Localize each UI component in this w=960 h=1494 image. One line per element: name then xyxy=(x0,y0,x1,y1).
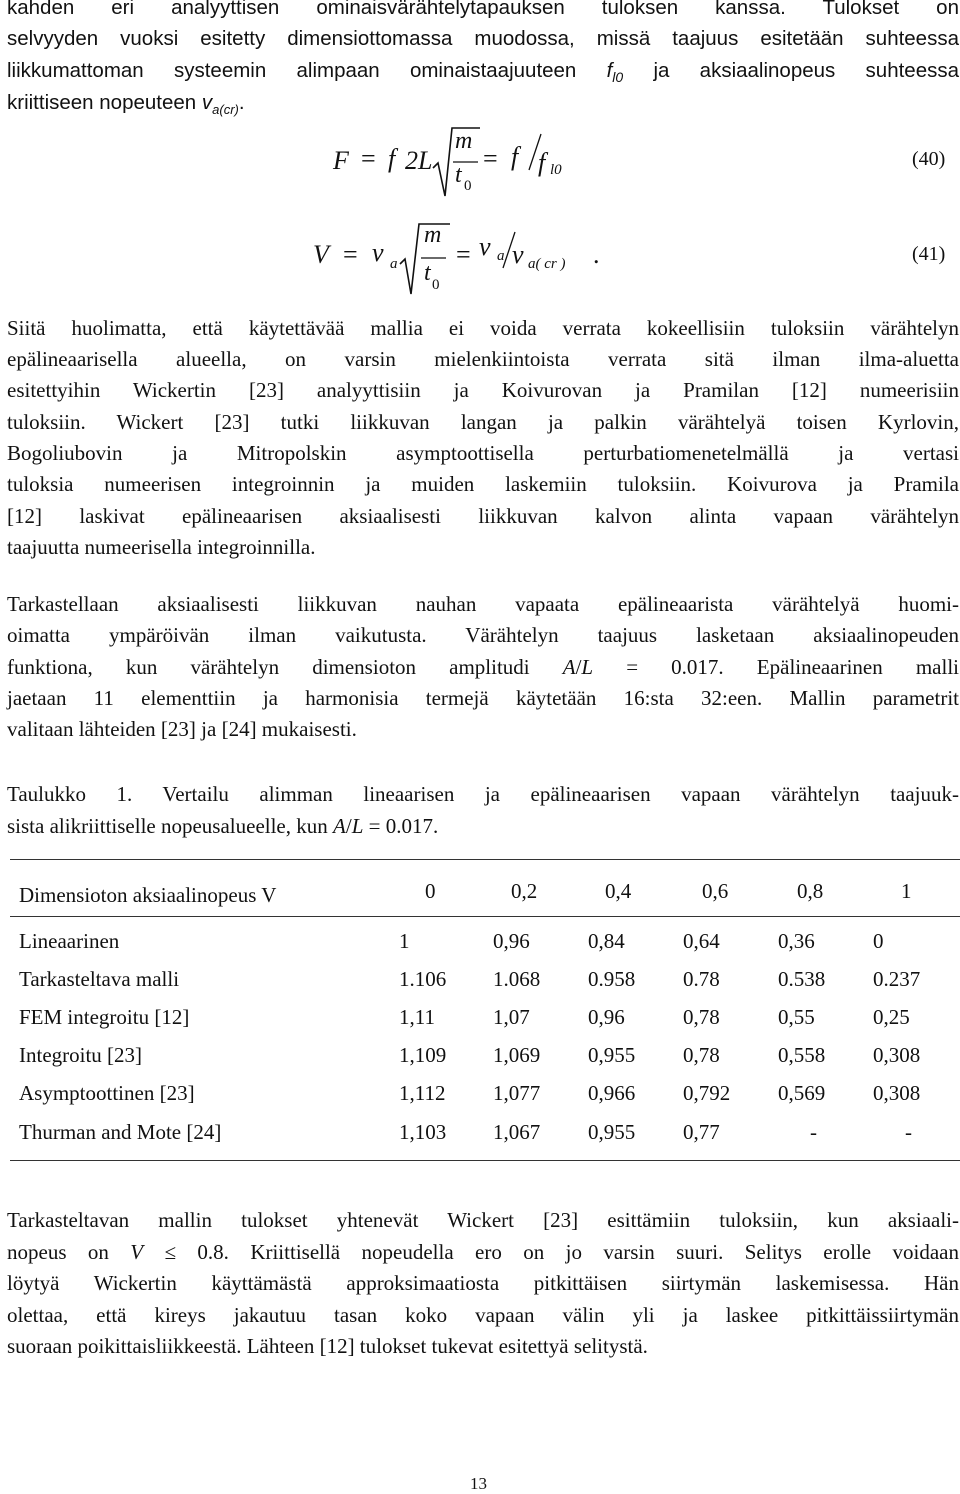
para1-line-7: [12] laskivat epälineaarisen aksiaalisesti liikkuvan kalvon alinta vapaan värähtelyn xyxy=(7,504,959,528)
intro-line-3: liikkumattoman systeemin alimpaan ominaistaajuuteen $f_{l0}$ ja aksiaalinopeus suhteessa xyxy=(7,59,959,86)
table-caption-line-2: sista alikriittiselle nopeusalueelle, kun A/L = 0.017. xyxy=(7,814,439,838)
table-cell: 0,77 xyxy=(683,1120,720,1144)
equation-41-radical xyxy=(0,0,960,300)
para1-line-5: Bogoliubovin ja Mitropolskin asymptoottisella perturbatiomenetelmällä ja vertasi xyxy=(7,441,959,465)
table-row-label: Thurman and Mote [24] xyxy=(19,1120,222,1144)
table-bottom-rule xyxy=(10,1160,960,1161)
table-header-cell: 0,6 xyxy=(702,879,729,903)
intro-line-4: kriittiseen nopeuteen $v_{a(cr)}$. xyxy=(7,91,245,118)
para2-line-2: oimatta ympäröivän ilman vaikutusta. Värähtelyn taajuus lasketaan aksiaalinopeuden xyxy=(7,623,959,647)
table-cell: 0.78 xyxy=(683,967,720,991)
table-header-cell: 0 xyxy=(425,879,436,903)
table-cell: 1,069 xyxy=(493,1043,541,1067)
para2-line-4: jaetaan 11 elementtiin ja harmonisia termejä käytetään 16:sta 32:een. Mallin parametrit xyxy=(7,686,959,710)
para2-line-1: Tarkastellaan aksiaalisesti liikkuvan nauhan vapaata epälineaarista värähtelyä huomi- xyxy=(7,592,959,616)
para2-line-5: valitaan lähteiden [23] ja [24] mukaisesti. xyxy=(7,717,357,741)
table-row-label: Asymptoottinen [23] xyxy=(19,1081,195,1105)
table-header-cell: 0,8 xyxy=(797,879,824,903)
para3-line-2: nopeus on V ≤ 0.8. Kriittisellä nopeudella ero on jo varsin suuri. Selitys erolle voidaan xyxy=(7,1240,959,1264)
para1-line-4: tuloksiin. Wickert [23] tutki liikkuvan langan ja palkin värähtelyä toisen Kyrlovin, xyxy=(7,410,959,434)
table-caption-line-1: Taulukko 1. Vertailu alimman lineaarisen ja epälineaarisen vapaan värähtelyn taajuuk- xyxy=(7,782,959,806)
table-cell: 0,25 xyxy=(873,1005,910,1029)
table-header-cell: 0,2 xyxy=(511,879,538,903)
page-number: 13 xyxy=(470,1474,487,1493)
table-cell: 0.538 xyxy=(778,967,826,991)
table-cell: 0,78 xyxy=(683,1043,720,1067)
table-cell: 0,78 xyxy=(683,1005,720,1029)
table-cell: 1,103 xyxy=(399,1120,447,1144)
table-cell: 0.958 xyxy=(588,967,636,991)
table-cell: 1,067 xyxy=(493,1120,541,1144)
equation-41-number: (41) xyxy=(912,243,946,265)
para3-line-4: olettaa, että kireys jakautuu tasan koko vapaan välin yli ja laskee pitkittäissiirtymän xyxy=(7,1303,959,1327)
table-cell: 0,308 xyxy=(873,1081,921,1105)
intro-line-1: kahden eri analyyttisen ominaisvärähtelytapauksen tuloksen kanssa. Tulokset on xyxy=(7,0,959,19)
table-cell: 1,07 xyxy=(493,1005,530,1029)
table-cell: 0,96 xyxy=(493,929,530,953)
table-cell: 0,96 xyxy=(588,1005,625,1029)
table-cell: 1,077 xyxy=(493,1081,541,1105)
table-cell: - xyxy=(905,1120,912,1144)
table-cell: 1,112 xyxy=(399,1081,446,1105)
table-cell: 0,792 xyxy=(683,1081,731,1105)
table-header-cell: 1 xyxy=(901,879,912,903)
table-row-label: FEM integroitu [12] xyxy=(19,1005,190,1029)
table-row-label: Lineaarinen xyxy=(19,929,120,953)
table-cell: 1,109 xyxy=(399,1043,447,1067)
table-cell: - xyxy=(810,1120,817,1144)
table-cell: 0,955 xyxy=(588,1043,636,1067)
table-cell: 0,569 xyxy=(778,1081,826,1105)
table-cell: 1.068 xyxy=(493,967,541,991)
table-header-label: Dimensioton aksiaalinopeus V xyxy=(19,883,277,907)
para1-line-8: taajuutta numeerisella integroinnilla. xyxy=(7,535,316,559)
intro-line-2: selvyyden vuoksi esitetty dimensiottomassa muodossa, missä taajuus esitetään suhteessa xyxy=(7,27,959,50)
table-cell: 0 xyxy=(873,929,884,953)
para3-line-3: löytyä Wickertin käyttämästä approksimaatiosta pitkittäisen siirtymän laskemisessa. Hän xyxy=(7,1271,959,1295)
table-cell: 1.106 xyxy=(399,967,447,991)
table-cell: 0,966 xyxy=(588,1081,636,1105)
para3-line-5: suoraan poikittaisliikkeestä. Lähteen [12] tulokset tukevat esitettyä selitystä. xyxy=(7,1334,648,1358)
table-row-label: Tarkasteltava malli xyxy=(19,967,180,991)
table-top-rule xyxy=(10,859,960,860)
table-cell: 0,55 xyxy=(778,1005,815,1029)
para1-line-6: tuloksia numeerisen integroinnin ja muiden laskemiin tuloksiin. Koivurova ja Pramila xyxy=(7,472,959,496)
table-header-rule xyxy=(10,916,960,917)
table-header-cell: 0,4 xyxy=(605,879,632,903)
table-cell: 0,558 xyxy=(778,1043,826,1067)
para2-line-3: funktiona, kun värähtelyn dimensioton amplitudi A/L = 0.017. Epälineaarinen malli xyxy=(7,655,959,679)
table-cell: 0,955 xyxy=(588,1120,636,1144)
para1-line-1: Siitä huolimatta, että käytettävää mallia ei voida verrata kokeellisiin tuloksiin värähtelyn xyxy=(7,316,959,340)
equation-40-number: (40) xyxy=(912,148,946,170)
table-row-label: Integroitu [23] xyxy=(19,1043,143,1067)
para1-line-3: esitettyihin Wickertin [23] analyyttisiin ja Koivurovan ja Pramilan [12] numeerisiin xyxy=(7,378,959,402)
para1-line-2: epälineaarisella alueella, on varsin mielenkiintoista verrata sitä ilman ilma-aluetta xyxy=(7,347,959,371)
table-cell: 1 xyxy=(399,929,410,953)
table-cell: 1,11 xyxy=(399,1005,435,1029)
table-cell: 0,64 xyxy=(683,929,720,953)
table-cell: 0,36 xyxy=(778,929,815,953)
table-cell: 0,308 xyxy=(873,1043,921,1067)
para3-line-1: Tarkasteltavan mallin tulokset yhtenevät Wickert [23] esittämiin tuloksiin, kun aksiaali- xyxy=(7,1208,959,1232)
table-cell: 0,84 xyxy=(588,929,625,953)
table-cell: 0.237 xyxy=(873,967,921,991)
